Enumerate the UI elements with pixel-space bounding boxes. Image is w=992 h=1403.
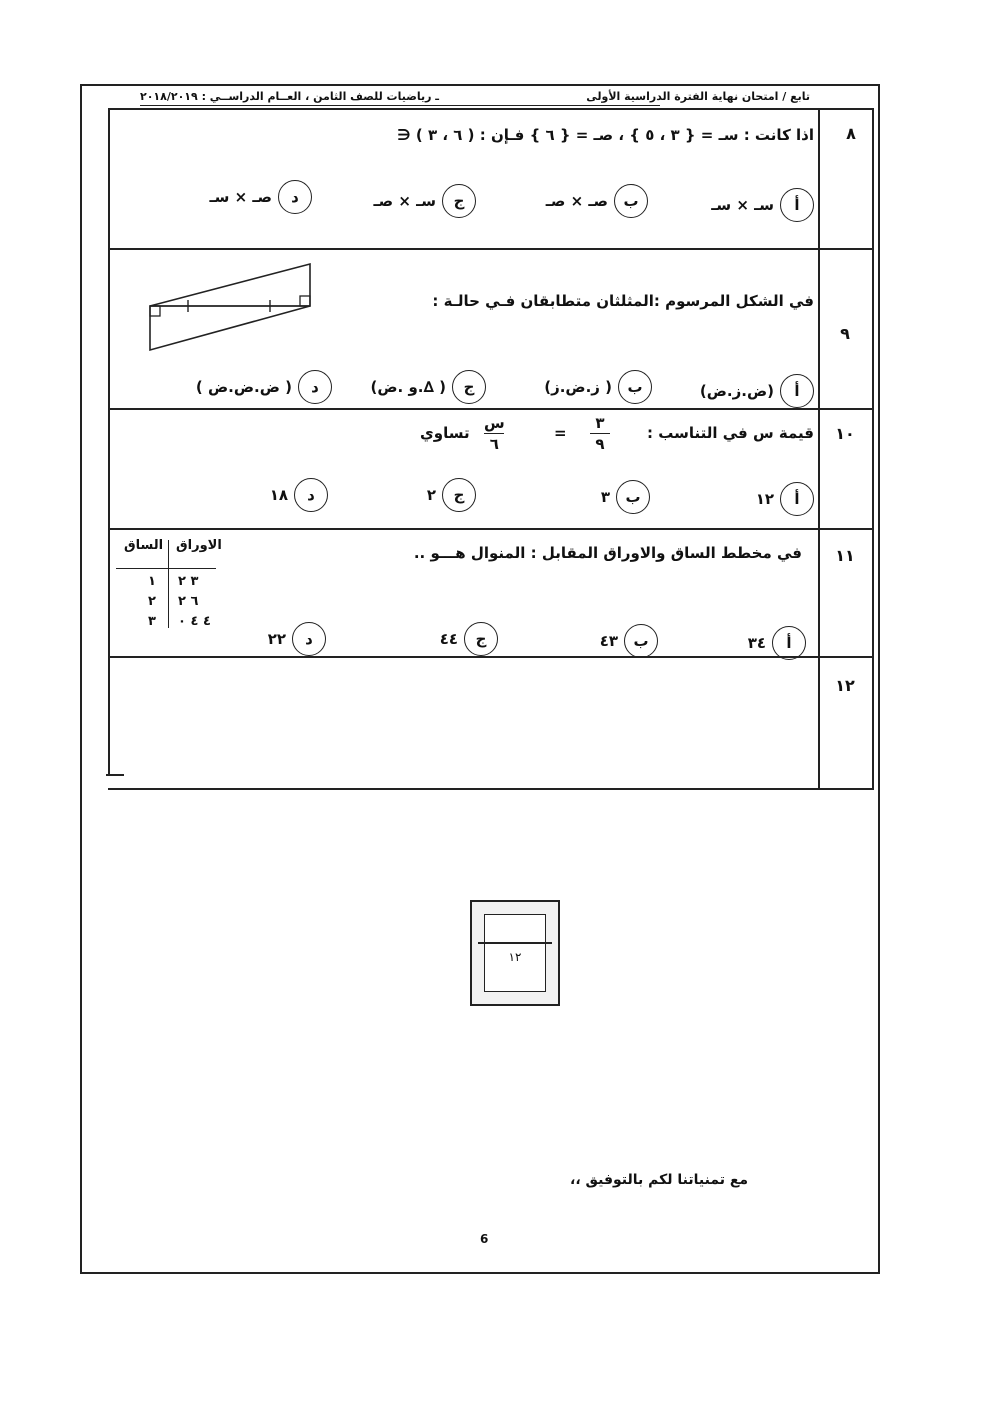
question-stem: في الشكل المرسوم :المثلثان متطابقان فـي حالـة : <box>432 292 814 310</box>
header-subject-year: ـ رياضيات للصف الثامن ، العــام الدراســي : ٢٠١٨/٢٠١٩ <box>140 90 440 103</box>
plot-horizontal-rule <box>116 568 216 569</box>
option-text: سـ × سـ <box>711 196 774 214</box>
option-letter: ج <box>442 478 476 512</box>
option-text: ٤٣ <box>599 632 618 650</box>
option-text: ٢٢ <box>267 630 286 648</box>
question-number: ١٢ <box>835 676 855 695</box>
question-tail: تساوي <box>420 424 470 442</box>
header-underline <box>140 105 660 106</box>
option-a[interactable] <box>748 626 806 660</box>
option-text: ( ∆.و .ض) <box>370 378 446 396</box>
option-letter: د <box>294 478 328 512</box>
stem-value: ١ <box>148 574 156 589</box>
score-total: ١٢ <box>508 950 522 964</box>
option-c[interactable] <box>427 478 476 512</box>
row-divider <box>108 248 874 250</box>
option-text: ( ز.ض.ز) <box>544 378 612 396</box>
option-text: سـ × صـ <box>373 192 436 210</box>
score-fraction-line <box>478 942 552 944</box>
option-c[interactable] <box>373 184 476 218</box>
option-b[interactable] <box>546 184 648 218</box>
option-b[interactable] <box>544 370 652 404</box>
option-a[interactable] <box>756 482 814 516</box>
option-letter: ب <box>616 480 650 514</box>
question-stem: في مخطط الساق والاوراق المقابل : المنوال هـــو .. <box>413 544 802 562</box>
option-text: صـ × سـ <box>209 188 272 206</box>
table-left-border <box>108 108 110 776</box>
leaf-values: ٦ ٢ <box>178 594 199 609</box>
option-letter: ج <box>452 370 486 404</box>
option-text: (ض.ز.ض) <box>699 382 774 400</box>
option-b[interactable] <box>600 624 658 658</box>
option-letter: د <box>292 622 326 656</box>
fraction-three-ninths <box>590 414 610 453</box>
page-header <box>140 88 810 110</box>
question-stem: اذا كانت : سـ = { ٣ ، ٥ } ، صـ = { ٦ } فـإن : ( ٦ ، ٣ ) ∈ <box>397 126 814 144</box>
question-stem: قيمة س في التناسب : <box>647 424 814 442</box>
option-text: صـ × صـ <box>545 192 608 210</box>
option-text: ٢ <box>426 486 436 504</box>
closing-wishes: مع تمنياتنا لكم بالتوفيق ،، <box>570 1172 749 1188</box>
table-bottom-tick <box>106 774 124 776</box>
option-d[interactable] <box>270 478 328 512</box>
plot-vertical-rule <box>168 540 169 628</box>
option-letter: أ <box>780 374 814 408</box>
option-text: ( ض.ض.ض ) <box>195 378 292 396</box>
leaf-header: الاوراق <box>176 538 222 553</box>
row-divider <box>108 408 874 410</box>
option-text: ٣٤ <box>747 634 766 652</box>
option-letter: ب <box>624 624 658 658</box>
option-letter: أ <box>780 188 814 222</box>
score-box <box>470 900 560 1006</box>
option-letter: أ <box>780 482 814 516</box>
option-a[interactable] <box>700 374 814 408</box>
option-letter: ج <box>464 622 498 656</box>
option-letter: ب <box>614 184 648 218</box>
question-number: ٨ <box>846 124 856 143</box>
leaf-values: ٣ ٢ <box>178 574 199 589</box>
fraction-denominator: ٩ <box>595 435 605 453</box>
option-letter: أ <box>772 626 806 660</box>
question-number: ١١ <box>835 546 855 565</box>
triangles-figure <box>144 258 320 354</box>
option-text: ١٢ <box>755 490 774 508</box>
option-text: ١٨ <box>269 486 288 504</box>
option-d[interactable] <box>268 622 326 656</box>
fraction-numerator: ٣ <box>595 414 605 432</box>
stem-value: ٣ <box>148 614 156 629</box>
option-text: ٤٤ <box>439 630 458 648</box>
option-c[interactable] <box>370 370 486 404</box>
fraction-bar <box>590 433 610 434</box>
stem-header: الساق <box>124 538 164 553</box>
header-exam-title: تابع / امتحان نهاية الفترة الدراسية الأولى <box>586 90 810 103</box>
option-letter: د <box>298 370 332 404</box>
option-letter: د <box>278 180 312 214</box>
option-d[interactable] <box>209 180 312 214</box>
row-divider <box>108 528 874 530</box>
option-text: ٣ <box>600 488 610 506</box>
page-number: 6 <box>480 1232 489 1246</box>
option-d[interactable] <box>196 370 332 404</box>
question-number: ٩ <box>840 324 850 343</box>
option-c[interactable] <box>440 622 498 656</box>
option-b[interactable] <box>601 480 650 514</box>
option-a[interactable] <box>711 188 814 222</box>
fraction-x-sixths <box>484 414 505 453</box>
option-letter: ب <box>618 370 652 404</box>
stem-value: ٢ <box>148 594 156 609</box>
fraction-bar <box>484 433 504 434</box>
equals-sign: = <box>554 424 567 442</box>
question-number: ١٠ <box>835 424 855 443</box>
option-letter: ج <box>442 184 476 218</box>
leaf-values: ٤ ٤ ٠ <box>178 614 211 629</box>
fraction-numerator: س <box>484 414 505 432</box>
fraction-denominator: ٦ <box>489 435 499 453</box>
